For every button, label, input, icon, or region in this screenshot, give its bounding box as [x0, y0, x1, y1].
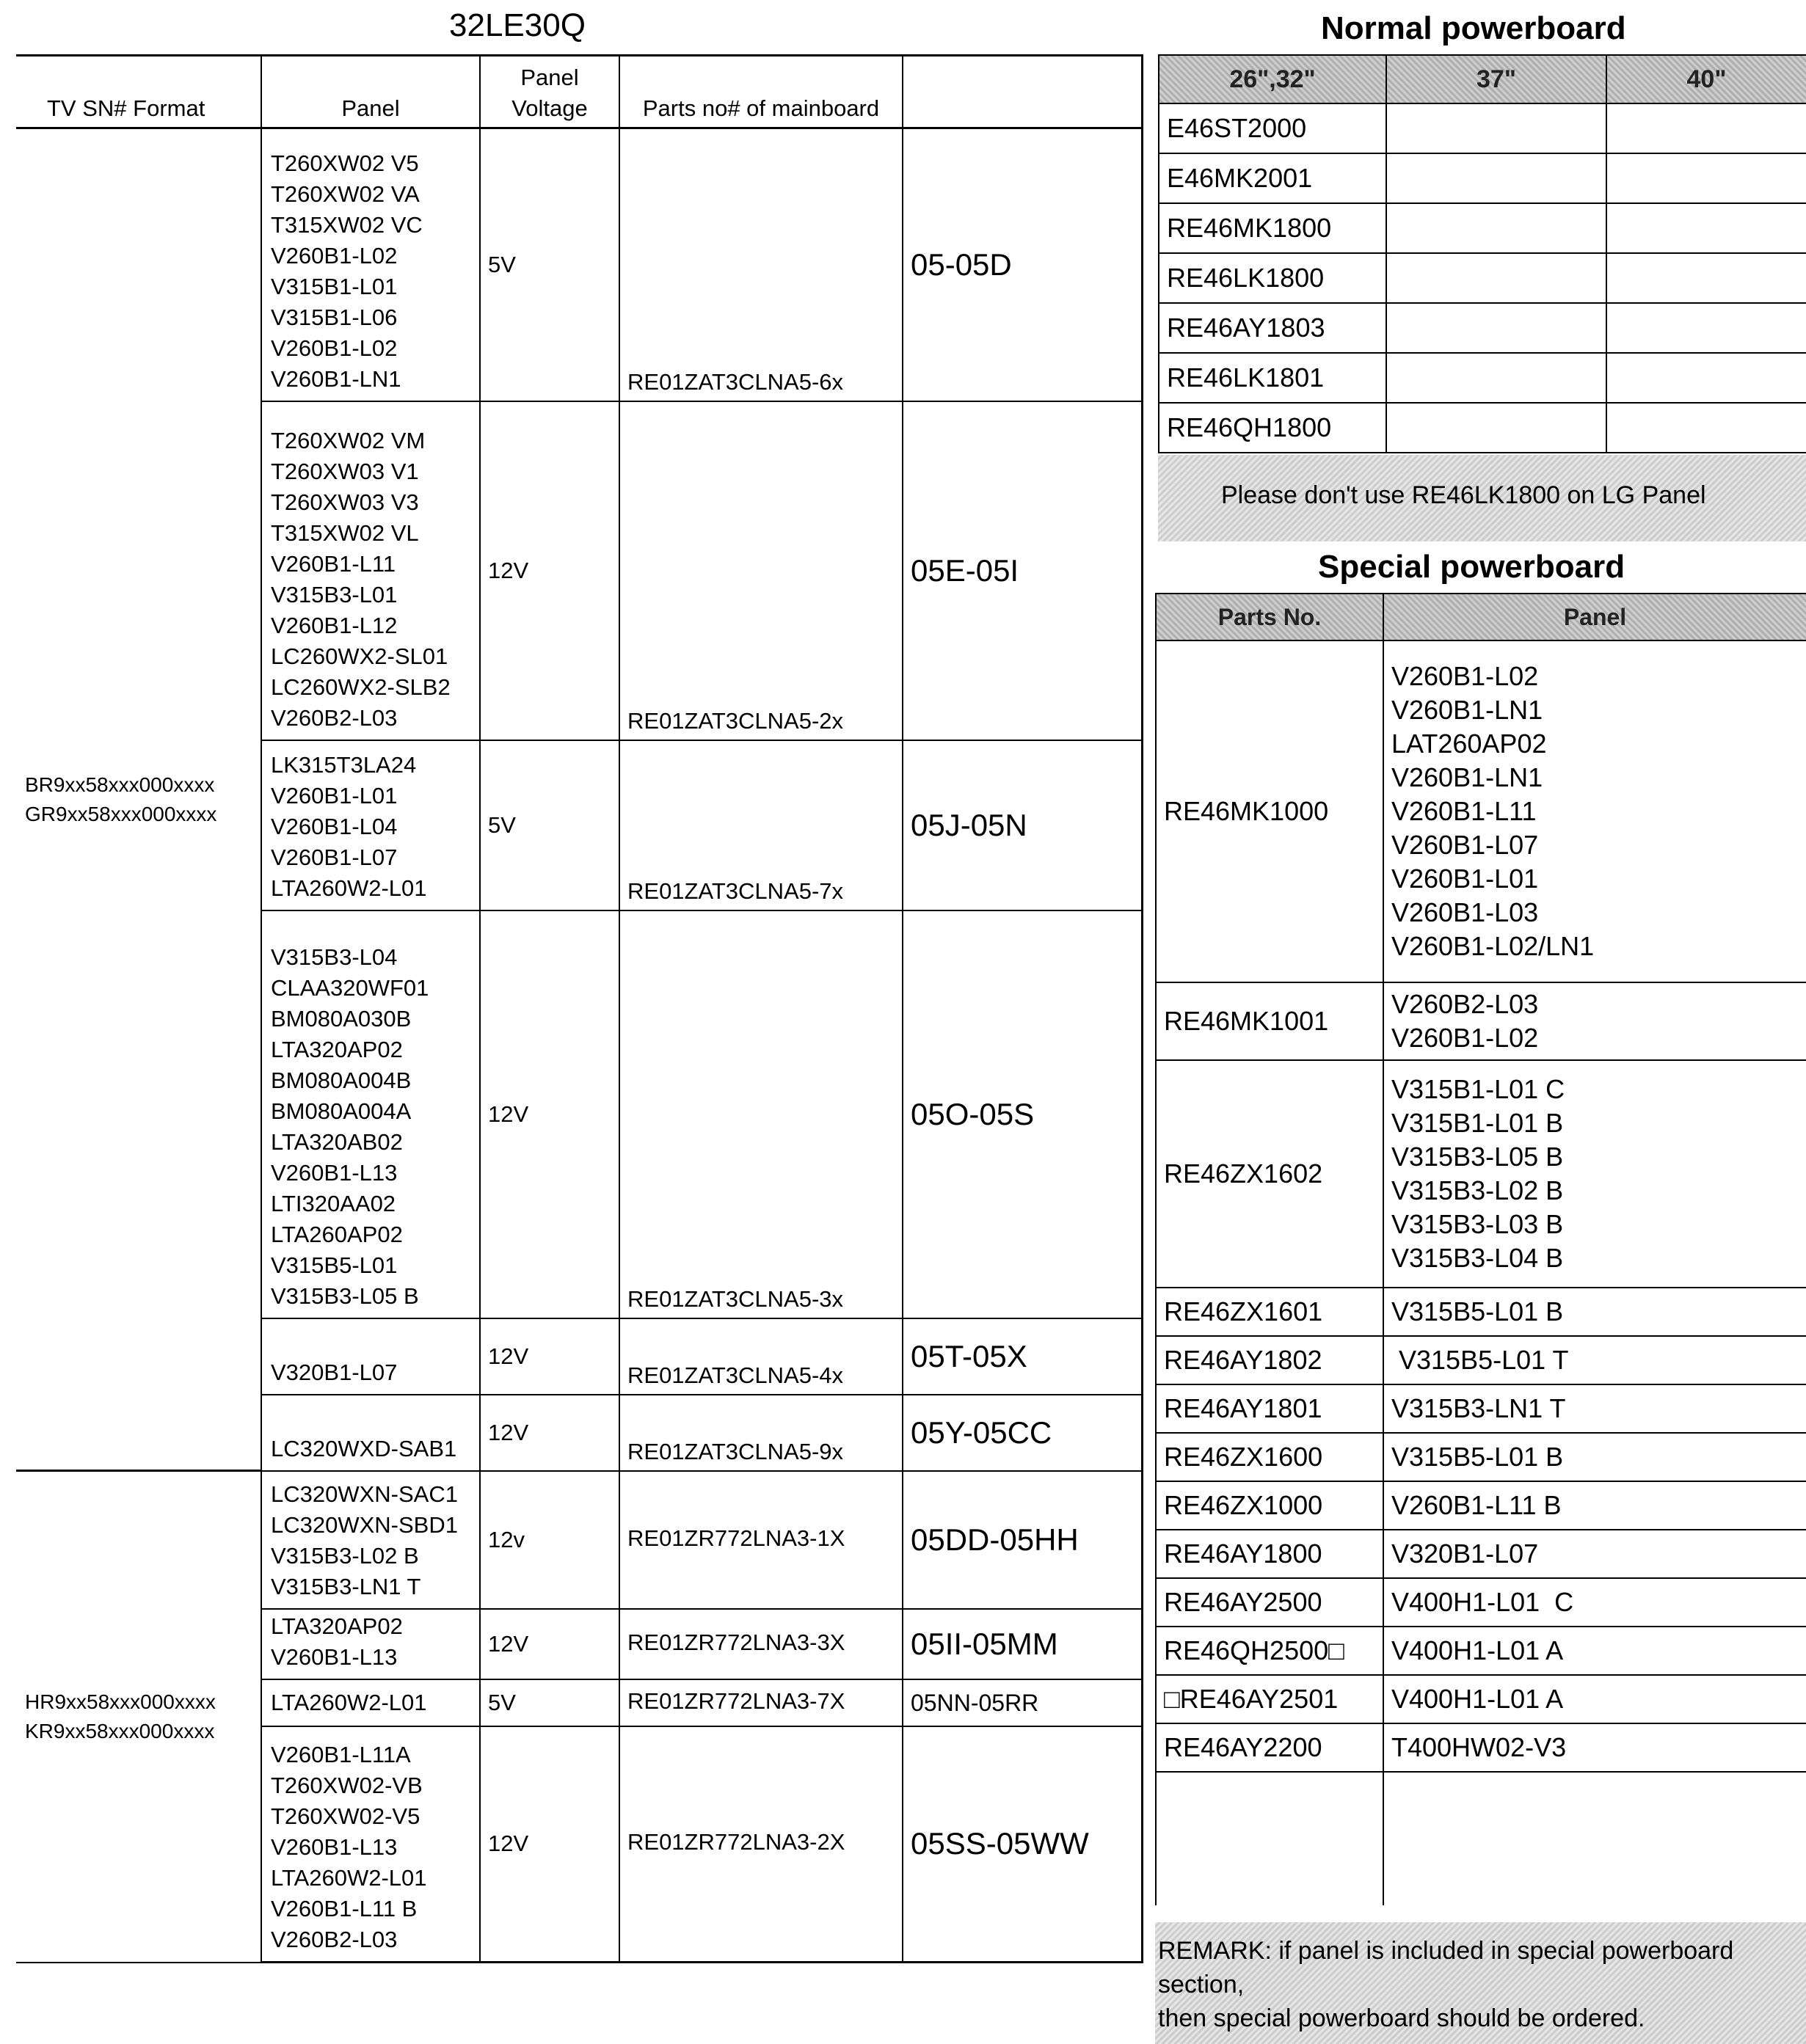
mainboard-part: RE01ZAT3CLNA5-7x	[619, 740, 903, 910]
mainboard-part: RE01ZAT3CLNA5-6x	[619, 128, 903, 401]
special-panel: V260B1-L02 V260B1-LN1 LAT260AP02 V260B1-LN1 V260B1-L11 V260B1-L07 V260B1-L01 V260B1-L03 V260B1-L02/LN1	[1383, 640, 1806, 982]
special-panel: V315B1-L01 C V315B1-L01 B V315B3-L05 B V315B3-L02 B V315B3-L03 B V315B3-L04 B	[1383, 1060, 1806, 1288]
empty-cell	[1606, 203, 1806, 253]
special-powerboard-table	[1155, 593, 1806, 1905]
special-part: RE46AY1800	[1156, 1530, 1383, 1578]
empty-cell	[1156, 1772, 1383, 1905]
panel-list: T260XW02 V5 T260XW02 VA T315XW02 VC V260B1-L02 V315B1-L01 V315B1-L06 V260B1-L02 V260B1-LN1	[261, 128, 480, 401]
table-row	[1156, 1384, 1806, 1433]
table-row	[1156, 1481, 1806, 1530]
panel-list: LTA260W2-L01	[261, 1679, 480, 1726]
special-panel: V315B5-L01 T	[1383, 1336, 1806, 1384]
sn-format-group-2: HR9xx58xxx000xxxx KR9xx58xxx000xxxx	[16, 1471, 261, 1963]
special-part: RE46ZX1601	[1156, 1288, 1383, 1336]
special-header-row	[1156, 594, 1806, 640]
empty-cell	[1606, 103, 1806, 153]
normal-powerboard-table	[1158, 54, 1806, 453]
empty-cell	[1383, 1772, 1806, 1905]
table-row	[1159, 403, 1806, 453]
panel-list: LTA320AP02 V260B1-L13	[261, 1609, 480, 1679]
empty-cell	[1386, 253, 1606, 303]
empty-cell	[1386, 103, 1606, 153]
normal-part: RE46QH1800	[1159, 403, 1386, 453]
special-panel: V320B1-L07	[1383, 1530, 1806, 1578]
empty-cell	[1606, 353, 1806, 403]
special-part: RE46MK1001	[1156, 982, 1383, 1060]
table-row	[1159, 153, 1806, 203]
header-40: 40"	[1606, 55, 1806, 103]
header-panel: Panel	[261, 56, 480, 128]
special-part: RE46AY2500	[1156, 1578, 1383, 1627]
panel-voltage: 5V	[480, 740, 619, 910]
sn-range: 05SS-05WW	[903, 1726, 1142, 1963]
empty-cell	[1606, 403, 1806, 453]
table-row	[1156, 1578, 1806, 1627]
special-panel: V400H1-L01 A	[1383, 1627, 1806, 1675]
header-26-32: 26",32"	[1159, 55, 1386, 103]
normal-part: RE46MK1800	[1159, 203, 1386, 253]
normal-part: RE46AY1803	[1159, 303, 1386, 353]
sn-range: 05O-05S	[903, 910, 1142, 1318]
panel-voltage: 12V	[480, 1726, 619, 1963]
header-range	[903, 56, 1142, 128]
panel-list: LK315T3LA24 V260B1-L01 V260B1-L04 V260B1-L07 LTA260W2-L01	[261, 740, 480, 910]
special-part: RE46ZX1602	[1156, 1060, 1383, 1288]
normal-header-row	[1159, 55, 1806, 103]
special-panel: T400HW02-V3	[1383, 1723, 1806, 1772]
special-part: □RE46AY2501	[1156, 1675, 1383, 1723]
special-panel: V315B5-L01 B	[1383, 1288, 1806, 1336]
empty-cell	[1606, 303, 1806, 353]
normal-part: RE46LK1801	[1159, 353, 1386, 403]
mainboard-table	[16, 54, 1143, 1963]
table-row	[1156, 1723, 1806, 1772]
empty-cell	[1386, 403, 1606, 453]
panel-list: T260XW02 VM T260XW03 V1 T260XW03 V3 T315XW02 VL V260B1-L11 V315B3-L01 V260B1-L12 LC260WX2-SL01 LC260WX2-SLB2 V260B2-L03	[261, 401, 480, 740]
sn-range: 05NN-05RR	[903, 1679, 1142, 1726]
normal-note-box	[1158, 455, 1806, 541]
panel-voltage: 12V	[480, 1395, 619, 1471]
table-row	[16, 1471, 1142, 1609]
header-parts-no: Parts No.	[1156, 594, 1383, 640]
table-row	[1156, 1288, 1806, 1336]
panel-list: V315B3-L04 CLAA320WF01 BM080A030B LTA320AP02 BM080A004B BM080A004A LTA320AB02 V260B1-L13 LTI320AA02 LTA260AP02 V315B5-L01 V315B3-L05 B	[261, 910, 480, 1318]
sn-range: 05DD-05HH	[903, 1471, 1142, 1609]
panel-list: LC320WXN-SAC1 LC320WXN-SBD1 V315B3-L02 B V315B3-LN1 T	[261, 1471, 480, 1609]
normal-note: Please don't use RE46LK1800 on LG Panel	[1221, 481, 1706, 509]
mainboard-part: RE01ZAT3CLNA5-2x	[619, 401, 903, 740]
special-powerboard-title: Special powerboard	[1318, 549, 1625, 585]
sn-range: 05II-05MM	[903, 1609, 1142, 1679]
panel-voltage: 12V	[480, 401, 619, 740]
table-row	[1156, 1336, 1806, 1384]
sn-format-group-1: BR9xx58xxx000xxxx GR9xx58xxx000xxxx	[16, 128, 261, 1471]
table-row	[1156, 1772, 1806, 1905]
mainboard-part: RE01ZR772LNA3-1X	[619, 1471, 903, 1609]
special-part: RE46AY1802	[1156, 1336, 1383, 1384]
table-row	[1159, 203, 1806, 253]
empty-cell	[1606, 153, 1806, 203]
header-panel: Panel	[1383, 594, 1806, 640]
empty-cell	[1606, 253, 1806, 303]
sn-range: 05Y-05CC	[903, 1395, 1142, 1471]
mainboard-part: RE01ZR772LNA3-2X	[619, 1726, 903, 1963]
special-part: RE46AY2200	[1156, 1723, 1383, 1772]
empty-cell	[1386, 303, 1606, 353]
panel-voltage: 5V	[480, 128, 619, 401]
normal-part: E46ST2000	[1159, 103, 1386, 153]
table-row	[1156, 1433, 1806, 1481]
table-row	[1156, 640, 1806, 982]
special-panel: V400H1-L01 A	[1383, 1675, 1806, 1723]
special-panel: V260B2-L03 V260B1-L02	[1383, 982, 1806, 1060]
panel-voltage: 12V	[480, 1318, 619, 1395]
mainboard-part: RE01ZR772LNA3-7X	[619, 1679, 903, 1726]
mainboard-part: RE01ZAT3CLNA5-3x	[619, 910, 903, 1318]
panel-list: V260B1-L11A T260XW02-VB T260XW02-V5 V260B1-L13 LTA260W2-L01 V260B1-L11 B V260B2-L03	[261, 1726, 480, 1963]
empty-cell	[1386, 153, 1606, 203]
mainboard-part: RE01ZAT3CLNA5-9x	[619, 1395, 903, 1471]
header-parts: Parts no# of mainboard	[619, 56, 903, 128]
header-sn: TV SN# Format	[16, 56, 261, 128]
table-row	[1156, 1060, 1806, 1288]
sn-range: 05E-05I	[903, 401, 1142, 740]
sn-range: 05J-05N	[903, 740, 1142, 910]
remark-box	[1155, 1922, 1806, 2044]
normal-powerboard-title: Normal powerboard	[1321, 10, 1626, 46]
sn-range: 05-05D	[903, 128, 1142, 401]
normal-part: E46MK2001	[1159, 153, 1386, 203]
header-37: 37"	[1386, 55, 1606, 103]
panel-voltage: 12V	[480, 1609, 619, 1679]
table-row	[1156, 1530, 1806, 1578]
panel-voltage: 12v	[480, 1471, 619, 1609]
special-part: RE46QH2500□	[1156, 1627, 1383, 1675]
panel-list: LC320WXD-SAB1	[261, 1395, 480, 1471]
table-row	[16, 128, 1142, 401]
empty-cell	[1386, 353, 1606, 403]
table-row	[1156, 1627, 1806, 1675]
mainboard-part: RE01ZR772LNA3-3X	[619, 1609, 903, 1679]
special-part: RE46ZX1600	[1156, 1433, 1383, 1481]
special-panel: V315B5-L01 B	[1383, 1433, 1806, 1481]
mainboard-part: RE01ZAT3CLNA5-4x	[619, 1318, 903, 1395]
table-row	[1159, 253, 1806, 303]
panel-list: V320B1-L07	[261, 1318, 480, 1395]
special-panel: V400H1-L01 C	[1383, 1578, 1806, 1627]
special-part: RE46AY1801	[1156, 1384, 1383, 1433]
normal-part: RE46LK1800	[1159, 253, 1386, 303]
remark-text: REMARK: if panel is included in special powerboard section, then special powerboard should be ordered.	[1158, 1937, 1734, 2032]
panel-voltage: 5V	[480, 1679, 619, 1726]
left-title: 32LE30Q	[449, 7, 586, 43]
empty-cell	[1386, 203, 1606, 253]
table-row	[1156, 1675, 1806, 1723]
table-row	[1159, 353, 1806, 403]
table-row	[1156, 982, 1806, 1060]
special-panel: V315B3-LN1 T	[1383, 1384, 1806, 1433]
table-header-row	[16, 56, 1142, 128]
panel-voltage: 12V	[480, 910, 619, 1318]
table-row	[1159, 303, 1806, 353]
special-part: RE46ZX1000	[1156, 1481, 1383, 1530]
special-panel: V260B1-L11 B	[1383, 1481, 1806, 1530]
sn-range: 05T-05X	[903, 1318, 1142, 1395]
table-row	[1159, 103, 1806, 153]
special-part: RE46MK1000	[1156, 640, 1383, 982]
header-voltage: Panel Voltage	[480, 56, 619, 128]
